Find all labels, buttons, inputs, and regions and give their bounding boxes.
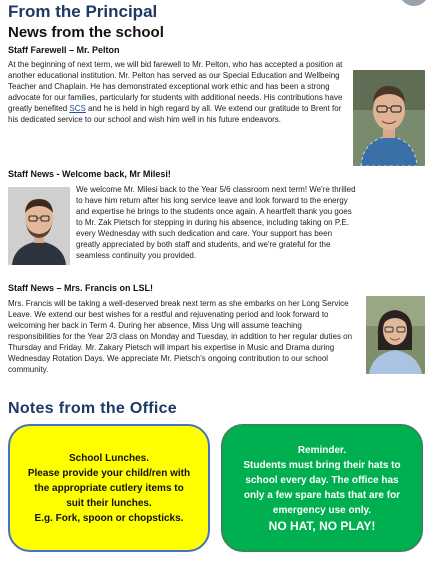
mr-milesi-photo [8,187,70,265]
farewell-text [8,59,346,125]
office-notes-title: Notes from the Office [8,400,177,417]
news-subtitle: News from the school [8,24,164,41]
lunch-note-body: Please provide your child/ren with the appropriate cutlery items to suit their lunches. [27,467,191,509]
welcome-back-text: We welcome Mr. Milesi back to the Year 5/6 classroom next term! We're thrilled to have him return after his long service leave and look forward to the energy and expertise he brings to the students once again. A heartfelt thank you goes to Mr. Zak Pietsch for stepping in during his absence, including taking on P.E. every Wednesday with such dedication and care. Your support has been greatly appreciated by both staff and students, and we're grateful for the seamless continuity you provided. [76,185,356,260]
lunch-note-title: School Lunches. [68,452,149,464]
lunch-note-example: E.g. Fork, spoon or chopsticks. [34,512,184,524]
school-logo-fragment [399,0,429,6]
lsl-text: Mrs. Francis will be taking a well-deserved break next term as she embarks on her Long Service Leave. We extend our best wishes for a restful and rejuvenating period and look forward to welcoming her back in Term 4. During her absence, Miss Ung will assume teaching responsibilities for the Year 2/3 class on Monday and Tuesday, in addition to her regular duties on Thursday and Friday. Mr. Zakary Pietsch will impart his expertise in Music and Drama during Wednesday Rotation Days. We appreciate Mr. Pietsch's ongoing contribution to our school community. [8,299,353,374]
lunch-note-box [8,424,210,552]
farewell-text-part1: At the beginning of next term, we will bid farewell to Mr. Pelton, who has accepted a position at another educational institution. Mr. Pelton has served as our Special Education and Wellbeing Teacher and Chaplain. He has demonstrated exceptional work ethic and has been a strong advocate for our families, particularly for students with additional needs. His contributions have greatly benefited [8,60,343,113]
mrs-francis-photo [366,296,425,374]
scs-link[interactable]: SCS [69,104,86,113]
hat-note-box [221,424,423,552]
hat-note-slogan: NO HAT, NO PLAY! [268,518,376,533]
farewell-heading: Staff Farewell – Mr. Pelton [8,45,120,55]
hat-note-body: Students must bring their hats to school every day. The office has only a few spare hats that are for emergency use only. [243,459,401,516]
page-title: From the Principal [8,2,158,21]
hat-note-title: Reminder. [297,444,347,456]
lsl-heading: Staff News – Mrs. Francis on LSL! [8,283,154,293]
farewell-text-part2: and he is held in high regard by all. We extend our gratitude to Brent for his dedicated service to our school and wish him well in his future endeavors. [8,104,342,124]
mr-pelton-photo [353,70,425,166]
welcome-back-heading: Staff News - Welcome back, Mr Milesi! [8,169,171,179]
